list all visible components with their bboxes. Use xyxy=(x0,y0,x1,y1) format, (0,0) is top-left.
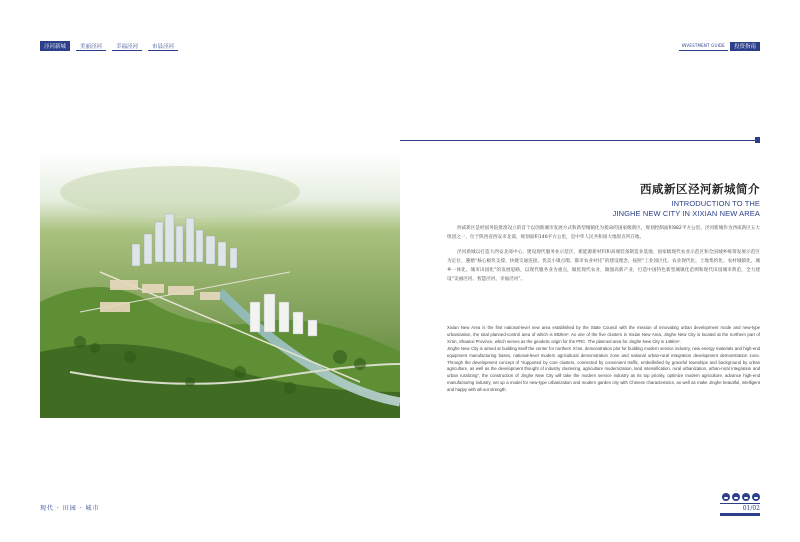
city-logo-icon xyxy=(722,493,730,501)
footer-logo-set xyxy=(720,493,760,501)
investment-guide-label: INVESTMENT GUIDE xyxy=(679,41,728,51)
page-number-bar xyxy=(720,513,760,516)
footer-slogan: 现代 · 田园 · 城市 xyxy=(40,505,100,512)
paragraph-en-positioning: Jinghe New City is aimed at building itself the center for northern Xi’an, demonstration plot for building modern service industry, new energy materials and high-end equipment manufacturing bases, national-level modern agricultural demonstration zone and national urban-rural integration development demonstration zone. Through the development concept of “supported by core clusters, connected by convenient traffic, embellished by graceful townships and background by urban agriculture, as well as the development thought of industry clustering, agriculture modernization, land intensification, rural urbanization, urban-rural integration and urban ruralizing”, the construction of Jinghe New City will take the modern service industry as its top priority, optimize modern agriculture, advance high-end manufacturing industry, set up a model for new-type urbanization and modern garden city with Chinese characteristics, as well as make Jinghe beautiful, intelligent and happy with all-out strength. xyxy=(447,345,760,393)
title-divider xyxy=(400,140,760,141)
aerial-city-photo xyxy=(40,152,400,418)
river-logo-icon xyxy=(732,493,740,501)
section-header xyxy=(679,41,760,51)
page-number: 01/02 xyxy=(720,503,760,513)
paragraph-cn-intro: 西咸新区是经国务院批准设立的首个以创新城市发展方式和新型城镇化为使命的国家级新区，规划控制面积882平方公里。泾河新城作为西咸新区五大组团之一，位于陕西省西安市北部，规划面积146平方公里，是中华人民共和国大地原点所在地。 xyxy=(447,226,760,241)
article-body-en xyxy=(447,325,760,394)
top-nav xyxy=(40,41,184,51)
aerial-city-illustration xyxy=(40,152,400,418)
article-title: 西咸新区泾河新城简介 xyxy=(640,182,760,196)
nav-tab-beautiful-jinghe[interactable]: 美丽泾河 xyxy=(76,41,106,51)
article-title-en-line2: JINGHE NEW CITY IN XIXIAN NEW AREA xyxy=(612,209,760,218)
paragraph-cn-positioning: 泾河新城以打造大西安北部中心、建设现代服务业示范区、新能源新材料和高端装备制造业基地、国家级现代农业示范区和全国城乡统筹发展示范区为定位，遵循“核心板块支撑、快捷交通连接、优美小镇点缀、都市农业衬托”的建设理念，按照“工业园区化、农业现代化、土地集约化、农村城镇化、城乡一体化、城市田园化”的发展思路，以现代服务业为重点，做优现代农业，做强高新产业，打造中国特色新型城镇化范例和现代田园城市典范，全力建设“美丽泾河、智慧泾河、幸福泾河”。 xyxy=(447,249,760,283)
nav-tab-happy-jinghe[interactable]: 幸福泾河 xyxy=(112,41,142,51)
nav-tab-county-jinghe[interactable]: 市县泾河 xyxy=(148,41,178,51)
page-footer xyxy=(720,493,760,516)
paragraph-en-intro: Xixian New Area is the first national-level new area established by the State Council with the mission of innovating urban development mode and new-type urbanization, the total planned-control area of which is 882km². As one of the five clusters in Xixian New Area, Jinghe New City is located at the northern part of Xi’an, Shaanxi Province, which serves as the geodetic origin for the PRC. The planned area for Jinghe New City is 146km². xyxy=(447,325,760,344)
wave-logo-icon xyxy=(752,493,760,501)
nav-tab-jinghe-new-city[interactable]: 泾河新城 xyxy=(40,41,70,51)
investment-guide-tab[interactable]: 投资指南 xyxy=(730,42,760,51)
divider-marker xyxy=(755,137,760,143)
field-logo-icon xyxy=(742,493,750,501)
article-title-en-line1: INTRODUCTION TO THE xyxy=(671,199,760,208)
article-body-cn xyxy=(447,224,760,285)
